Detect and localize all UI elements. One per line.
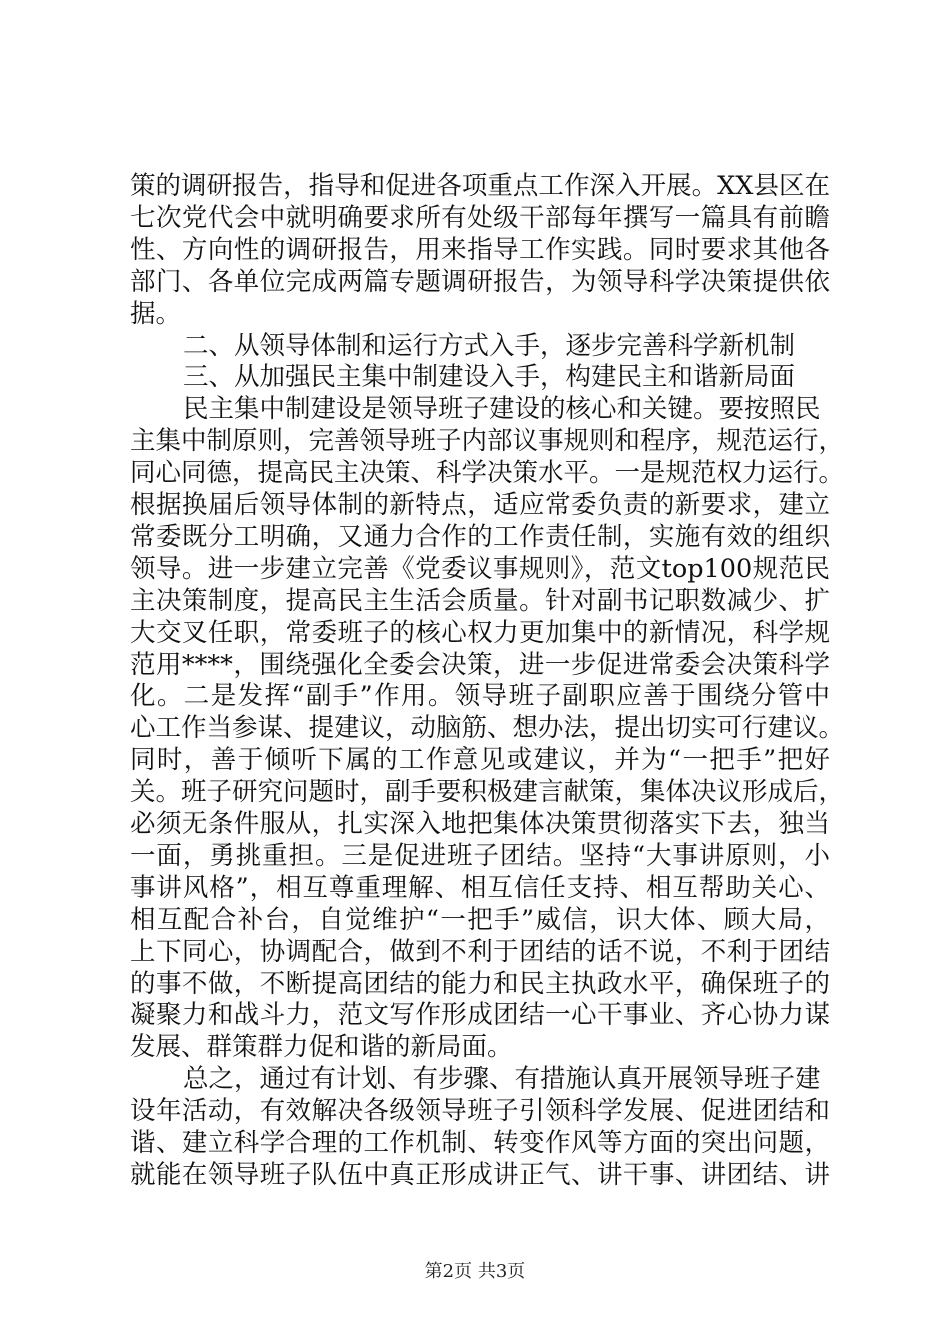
text-line: 性、方向性的调研报告，用来指导工作实践。同时要求其他各 [130,234,830,265]
text-line: 谐、建立科学合理的工作机制、转变作风等方面的突出问题， [130,1128,830,1158]
text-line: 领导。进一步建立完善《党委议事规则》，范文top100规范民 [130,553,830,584]
text-line: 必须无条件服从，扎实深入地把集体决策贯彻落实下去，独当 [130,809,830,839]
text-line: 就能在领导班子队伍中真正形成讲正气、讲干事、讲团结、讲 [130,1159,830,1190]
paragraph-start-line: 民主集中制建设是领导班子建设的核心和关键。要按照民 [183,394,821,425]
text-line: 主集中制原则，完善领导班子内部议事规则和程序，规范运行， [130,426,845,457]
text-line: 设年活动，有效解决各级领导班子引领科学发展、促进团结和 [130,1096,830,1127]
text-line: 关。班子研究问题时，副手要积极建言献策，集体决议形成后， [130,777,845,808]
text-line: 主决策制度，提高民主生活会质量。针对副书记职数减少、扩 [130,585,830,616]
text-line: 范用****，围绕强化全委会决策，进一步促进常委会决策科学 [130,649,830,680]
page-number-footer: 第2页 共3页 [424,1261,526,1282]
text-line: 发展、群策群力促和谐的新局面。 [130,1032,513,1063]
text-line: 同心同德，提高民主决策、科学决策水平。一是规范权力运行。 [130,458,845,489]
text-line: 据。 [130,298,182,329]
text-line: 部门、各单位完成两篇专题调研报告，为领导科学决策提供依 [130,266,830,297]
text-line: 心工作当参谋、提建议，动脑筋、想办法，提出切实可行建议。 [130,713,845,744]
text-line: 一面，勇挑重担。三是促进班子团结。坚持“大事讲原则，小 [130,840,830,871]
text-line: 七次党代会中就明确要求所有处级干部每年撰写一篇具有前瞻 [130,202,830,233]
text-line: 凝聚力和战斗力，范文写作形成团结一心干事业、齐心协力谋 [130,1000,830,1031]
text-line: 同时，善于倾听下属的工作意见或建议，并为“一把手”把好 [130,745,830,776]
text-line: 根据换届后领导体制的新特点，适应常委负责的新要求，建立 [130,490,830,520]
text-line: 上下同心，协调配合，做到不利于团结的话不说，不利于团结 [130,936,830,967]
text-line: 相互配合补台，自觉维护“一把手”威信，识大体、顾大局， [130,904,830,935]
paragraph-start-line: 总之，通过有计划、有步骤、有措施认真开展领导班子建 [183,1064,821,1095]
text-line: 的事不做，不断提高团结的能力和民主执政水平，确保班子的 [130,968,830,999]
text-line: 化。二是发挥“副手”作用。领导班子副职应善于围绕分管中 [130,681,830,712]
section-heading-3: 三、从加强民主集中制建设入手，构建民主和谐新局面 [183,362,796,393]
text-line: 事讲风格”，相互尊重理解、相互信任支持、相互帮助关心、 [130,872,830,903]
section-heading-2: 二、从领导体制和运行方式入手，逐步完善科学新机制 [183,330,796,361]
text-line: 常委既分工明确，又通力合作的工作责任制，实施有效的组织 [130,521,830,552]
text-line: 大交叉任职，常委班子的核心权力更加集中的新情况，科学规 [130,617,830,648]
text-line: 策的调研报告，指导和促进各项重点工作深入开展。XX县区在 [130,171,830,201]
